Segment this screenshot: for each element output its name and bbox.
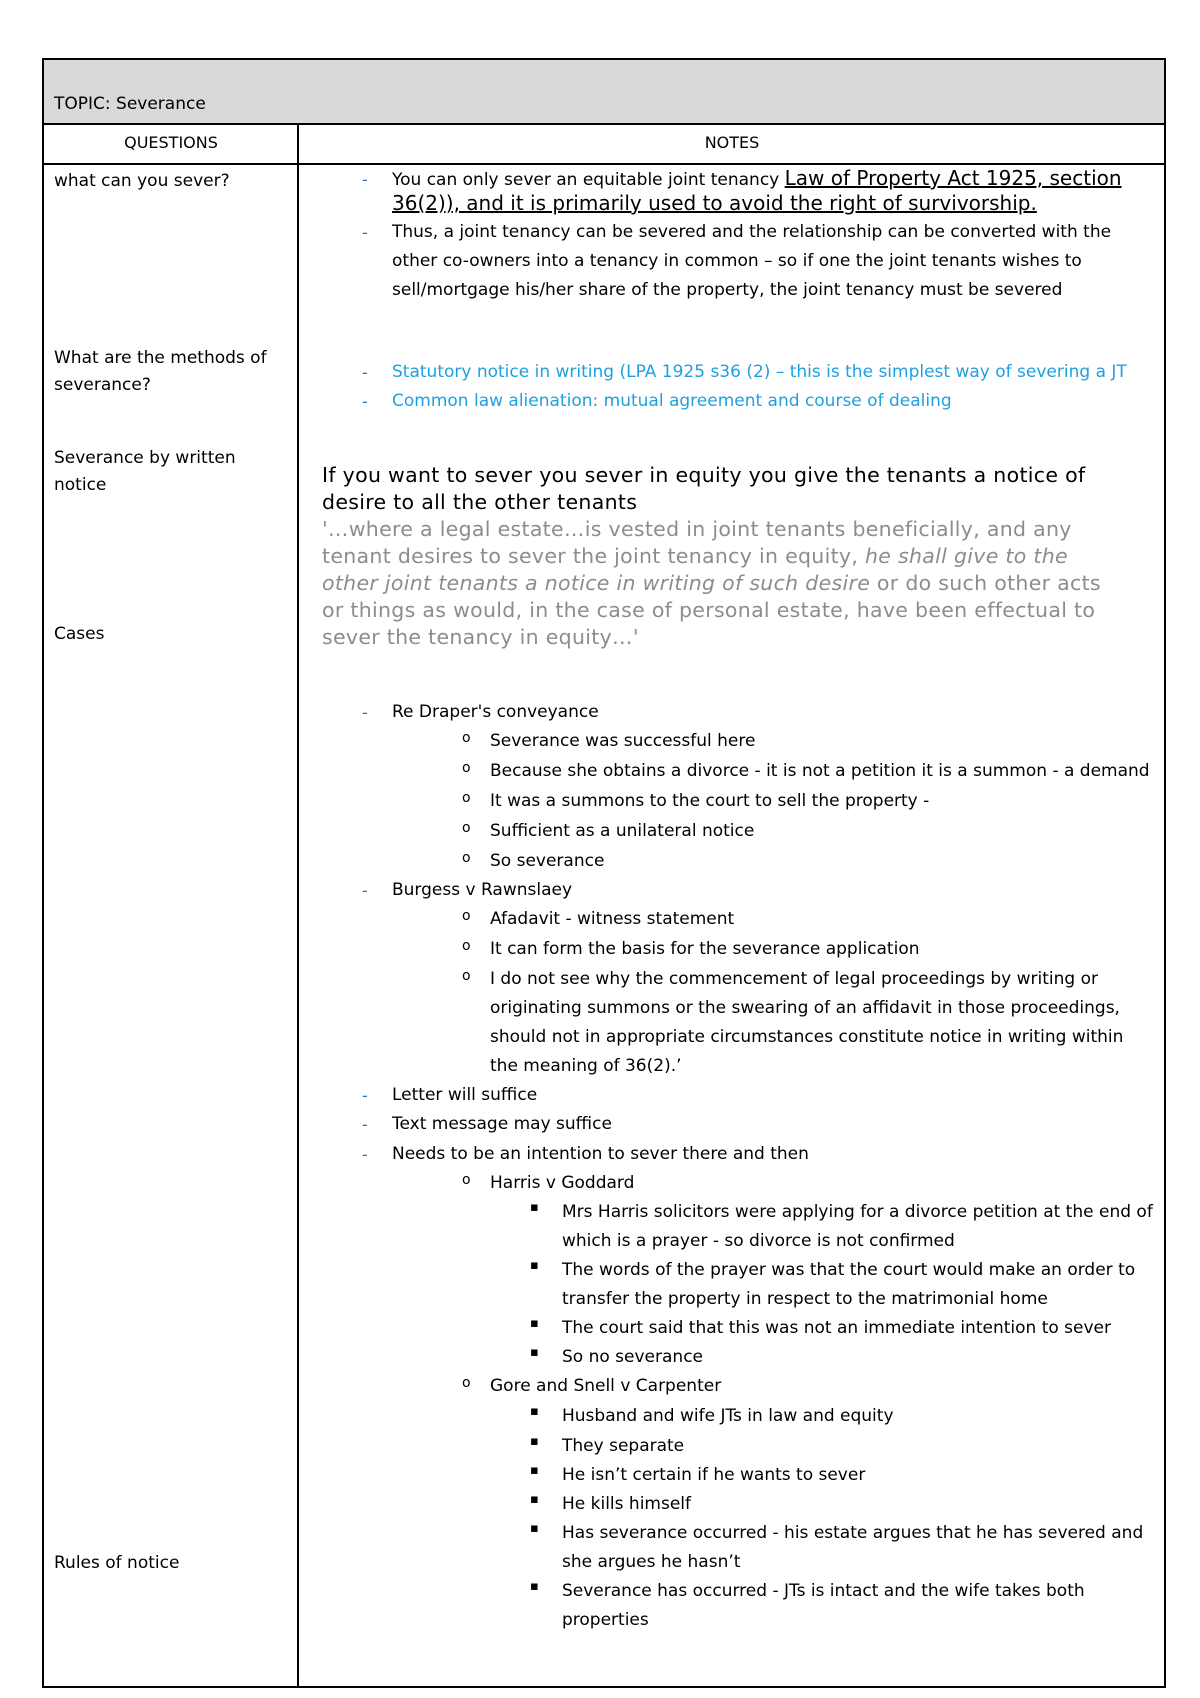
list-item: So severance (490, 851, 605, 871)
written-notice-text: desire to all the other tenants (322, 490, 638, 514)
list-item: Needs to be an intention to sever there and then (392, 1144, 809, 1164)
header-row (44, 125, 1164, 165)
method-common-law: Common law alienation: mutual agreement and course of dealing (392, 391, 952, 411)
dash-bullet: - (362, 392, 368, 411)
list-item: It was a summons to the court to sell the property - (490, 791, 930, 811)
list-item-continued: transfer the property in respect to the matrimonial home (562, 1289, 1048, 1309)
dash-bullet: - (362, 363, 368, 382)
list-item: Afadavit - witness statement (490, 909, 735, 929)
circle-bullet: o (462, 1172, 471, 1188)
square-bullet: ▪ (530, 1463, 539, 1478)
dash-bullet: - (362, 881, 368, 900)
square-bullet: ▪ (530, 1345, 539, 1360)
list-item: It can form the basis for the severance application (490, 939, 920, 959)
circle-bullet: o (462, 820, 471, 836)
circle-bullet: o (462, 968, 471, 984)
list-item: I do not see why the commencement of legal proceedings by writing or (490, 969, 1098, 989)
dash-bullet: - (362, 1115, 368, 1134)
list-item: Has severance occurred - his estate argues that he has severed and (562, 1523, 1144, 1543)
dash-bullet: - (362, 223, 368, 242)
case-gore: Gore and Snell v Carpenter (490, 1376, 722, 1396)
square-bullet: ▪ (530, 1492, 539, 1507)
square-bullet: ▪ (530, 1316, 539, 1331)
list-item: Thus, a joint tenancy can be severed and the relationship can be converted with the (392, 222, 1112, 242)
statute-link-continued[interactable]: 36(2)), and it is primarily used to avoid the right of survivorship. (392, 191, 1037, 215)
dash-bullet: - (362, 703, 368, 722)
notes-table (42, 58, 1166, 1688)
list-item: So no severance (562, 1347, 703, 1367)
statute-quote: or things as would, in the case of personal estate, have been effectual to (322, 598, 1096, 622)
questions-header: QUESTIONS (124, 133, 218, 152)
circle-bullet: o (462, 938, 471, 954)
circle-bullet: o (462, 850, 471, 866)
circle-bullet: o (462, 730, 471, 746)
square-bullet: ▪ (530, 1579, 539, 1594)
written-notice-text: If you want to sever you sever in equity you give the tenants a notice of (322, 463, 1086, 487)
square-bullet: ▪ (530, 1200, 539, 1215)
list-item: Severance has occurred - JTs is intact and the wife takes both (562, 1581, 1085, 1601)
question-severance-by-written-notice: Severance by written notice (54, 448, 236, 495)
list-item: Because she obtains a divorce - it is not a petition it is a summon - a demand (490, 761, 1150, 781)
notes-header: NOTES (704, 133, 760, 152)
list-item-continued: other co-owners into a tenancy in common – so if one the joint tenants wishes to (392, 251, 1082, 271)
list-item: He isn’t certain if he wants to sever (562, 1465, 866, 1485)
dash-bullet: - (362, 170, 368, 189)
case-re-draper: Re Draper's conveyance (392, 702, 599, 722)
square-bullet: ▪ (530, 1404, 539, 1419)
question-methods-of-severance: What are the methods of severance? (54, 348, 267, 395)
list-item-continued: originating summons or the swearing of an affidavit in those proceedings, (490, 998, 1120, 1018)
statute-quote: other joint tenants a notice in writing of such desire or do such other acts (322, 571, 1101, 595)
list-item-continued: properties (562, 1610, 649, 1630)
statute-quote: '…where a legal estate…is vested in joint tenants beneficially, and any (322, 517, 1072, 541)
circle-bullet: o (462, 1375, 471, 1391)
square-bullet: ▪ (530, 1434, 539, 1449)
question-rules-of-notice: Rules of notice (54, 1553, 180, 1573)
list-item: Letter will suffice (392, 1085, 538, 1105)
statute-quote: tenant desires to sever the joint tenancy in equity, he shall give to the (322, 544, 1068, 568)
dash-bullet: - (362, 1086, 368, 1105)
list-item: Severance was successful here (490, 731, 756, 751)
method-statutory-notice: Statutory notice in writing (LPA 1925 s36 (2) – this is the simplest way of severing a JT (392, 362, 1127, 382)
list-item-continued: which is a prayer - so divorce is not confirmed (562, 1231, 955, 1251)
square-bullet: ▪ (530, 1258, 539, 1273)
list-item: The court said that this was not an immediate intention to sever (562, 1318, 1111, 1338)
list-item: Text message may suffice (392, 1114, 612, 1134)
list-item: You can only sever an equitable joint tenancy Law of Property Act 1925, section (392, 166, 1122, 190)
list-item: Husband and wife JTs in law and equity (562, 1406, 894, 1426)
list-item-continued: should not in appropriate circumstances constitute notice in writing within (490, 1027, 1124, 1047)
case-burgess: Burgess v Rawnslaey (392, 880, 573, 900)
statute-quote: sever the tenancy in equity…' (322, 625, 639, 649)
statute-link[interactable]: Law of Property Act 1925, section (784, 166, 1122, 190)
list-item: Mrs Harris solicitors were applying for a divorce petition at the end of (562, 1202, 1153, 1222)
list-item: He kills himself (562, 1494, 692, 1514)
topic-title: TOPIC: Severance (54, 94, 206, 114)
circle-bullet: o (462, 908, 471, 924)
circle-bullet: o (462, 790, 471, 806)
dash-bullet: - (362, 1145, 368, 1164)
case-harris: Harris v Goddard (490, 1173, 635, 1193)
column-divider (297, 125, 299, 1686)
list-item: Sufficient as a unilateral notice (490, 821, 755, 841)
list-item-continued: the meaning of 36(2).’ (490, 1056, 682, 1076)
question-what-can-you-sever: what can you sever? (54, 171, 230, 191)
list-item-continued: she argues he hasn’t (562, 1552, 741, 1572)
square-bullet: ▪ (530, 1521, 539, 1536)
list-item-continued: sell/mortgage his/her share of the property, the joint tenancy must be severed (392, 280, 1063, 300)
list-item: They separate (562, 1436, 685, 1456)
topic-row (44, 60, 1164, 125)
list-item: The words of the prayer was that the court would make an order to (562, 1260, 1136, 1280)
circle-bullet: o (462, 760, 471, 776)
question-cases: Cases (54, 624, 105, 644)
